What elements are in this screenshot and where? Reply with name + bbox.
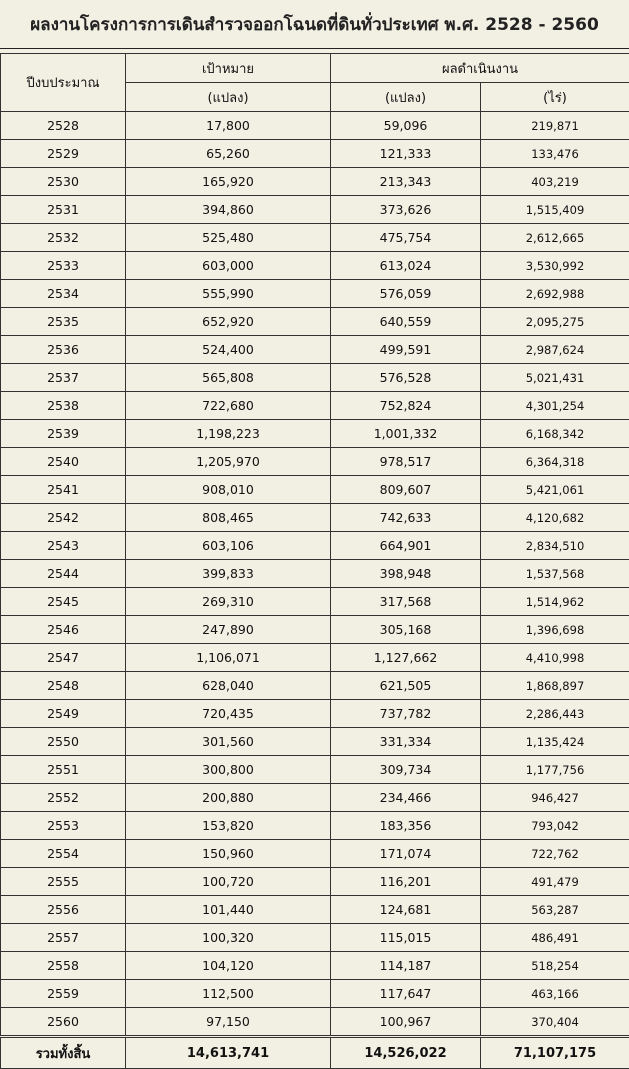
year-cell: 2532 [1, 224, 126, 252]
plots-cell: 499,591 [331, 336, 481, 364]
year-cell: 2557 [1, 924, 126, 952]
rai-cell: 463,166 [481, 980, 629, 1008]
table-row [1, 952, 629, 980]
plots-cell: 121,333 [331, 140, 481, 168]
total-label: รวมทั้งสิ้น [1, 1037, 126, 1069]
header-result: ผลดำเนินงาน [331, 54, 629, 83]
table-row [1, 560, 629, 588]
table-row [1, 448, 629, 476]
year-cell: 2535 [1, 308, 126, 336]
table-row [1, 224, 629, 252]
plots-cell: 317,568 [331, 588, 481, 616]
table-row [1, 896, 629, 924]
plots-cell: 475,754 [331, 224, 481, 252]
plots-cell: 59,096 [331, 112, 481, 140]
table-row [1, 168, 629, 196]
year-cell: 2534 [1, 280, 126, 308]
table-row [1, 336, 629, 364]
year-cell: 2555 [1, 868, 126, 896]
plots-cell: 305,168 [331, 616, 481, 644]
plots-cell: 100,967 [331, 1008, 481, 1037]
plots-cell: 331,334 [331, 728, 481, 756]
target-cell: 200,880 [126, 784, 331, 812]
target-cell: 97,150 [126, 1008, 331, 1037]
plots-cell: 664,901 [331, 532, 481, 560]
year-cell: 2547 [1, 644, 126, 672]
year-cell: 2543 [1, 532, 126, 560]
table-row [1, 140, 629, 168]
plots-cell: 183,356 [331, 812, 481, 840]
plots-cell: 124,681 [331, 896, 481, 924]
plots-cell: 115,015 [331, 924, 481, 952]
table-row [1, 812, 629, 840]
target-cell: 101,440 [126, 896, 331, 924]
rai-cell: 219,871 [481, 112, 629, 140]
year-cell: 2548 [1, 672, 126, 700]
rai-cell: 6,364,318 [481, 448, 629, 476]
year-cell: 2545 [1, 588, 126, 616]
header-target-unit: (แปลง) [126, 83, 331, 112]
year-cell: 2559 [1, 980, 126, 1008]
year-cell: 2556 [1, 896, 126, 924]
rai-cell: 2,834,510 [481, 532, 629, 560]
table-row [1, 644, 629, 672]
plots-cell: 809,607 [331, 476, 481, 504]
table-row [1, 728, 629, 756]
plots-cell: 621,505 [331, 672, 481, 700]
target-cell: 112,500 [126, 980, 331, 1008]
rai-cell: 518,254 [481, 952, 629, 980]
plots-cell: 398,948 [331, 560, 481, 588]
rai-cell: 563,287 [481, 896, 629, 924]
year-cell: 2529 [1, 140, 126, 168]
total-target: 14,613,741 [126, 1037, 331, 1069]
table-row [1, 980, 629, 1008]
rai-cell: 4,120,682 [481, 504, 629, 532]
year-cell: 2554 [1, 840, 126, 868]
total-rai: 71,107,175 [481, 1037, 629, 1069]
rai-cell: 491,479 [481, 868, 629, 896]
year-cell: 2531 [1, 196, 126, 224]
header-result-plots-unit: (แปลง) [331, 83, 481, 112]
rai-cell: 133,476 [481, 140, 629, 168]
target-cell: 399,833 [126, 560, 331, 588]
header-result-rai-unit: (ไร่) [481, 83, 629, 112]
year-cell: 2550 [1, 728, 126, 756]
target-cell: 722,680 [126, 392, 331, 420]
rai-cell: 2,692,988 [481, 280, 629, 308]
plots-cell: 117,647 [331, 980, 481, 1008]
target-cell: 17,800 [126, 112, 331, 140]
header-target: เป้าหมาย [126, 54, 331, 83]
target-cell: 394,860 [126, 196, 331, 224]
rai-cell: 4,410,998 [481, 644, 629, 672]
rai-cell: 403,219 [481, 168, 629, 196]
rai-cell: 1,515,409 [481, 196, 629, 224]
table-row [1, 784, 629, 812]
year-cell: 2533 [1, 252, 126, 280]
header-row-top [1, 54, 629, 83]
plots-cell: 213,343 [331, 168, 481, 196]
target-cell: 100,720 [126, 868, 331, 896]
target-cell: 720,435 [126, 700, 331, 728]
year-cell: 2558 [1, 952, 126, 980]
year-cell: 2551 [1, 756, 126, 784]
rai-cell: 6,168,342 [481, 420, 629, 448]
table-row [1, 868, 629, 896]
plots-cell: 640,559 [331, 308, 481, 336]
rai-cell: 1,868,897 [481, 672, 629, 700]
plots-cell: 613,024 [331, 252, 481, 280]
target-cell: 908,010 [126, 476, 331, 504]
rai-cell: 793,042 [481, 812, 629, 840]
plots-cell: 234,466 [331, 784, 481, 812]
year-cell: 2537 [1, 364, 126, 392]
year-cell: 2544 [1, 560, 126, 588]
rai-cell: 1,514,962 [481, 588, 629, 616]
target-cell: 1,205,970 [126, 448, 331, 476]
page-title: ผลงานโครงการการเดินสำรวจออกโฉนดที่ดินทั่วประเทศ พ.ศ. 2528 - 2560 [0, 0, 629, 49]
plots-cell: 309,734 [331, 756, 481, 784]
table-row [1, 504, 629, 532]
year-cell: 2541 [1, 476, 126, 504]
year-cell: 2553 [1, 812, 126, 840]
plots-cell: 373,626 [331, 196, 481, 224]
rai-cell: 2,286,443 [481, 700, 629, 728]
target-cell: 603,106 [126, 532, 331, 560]
target-cell: 100,320 [126, 924, 331, 952]
table-row [1, 588, 629, 616]
table-row [1, 616, 629, 644]
rai-cell: 2,987,624 [481, 336, 629, 364]
table-row [1, 112, 629, 140]
rai-cell: 3,530,992 [481, 252, 629, 280]
rai-cell: 722,762 [481, 840, 629, 868]
plots-cell: 116,201 [331, 868, 481, 896]
target-cell: 153,820 [126, 812, 331, 840]
target-cell: 269,310 [126, 588, 331, 616]
rai-cell: 1,537,568 [481, 560, 629, 588]
target-cell: 565,808 [126, 364, 331, 392]
target-cell: 1,106,071 [126, 644, 331, 672]
plots-cell: 978,517 [331, 448, 481, 476]
year-cell: 2552 [1, 784, 126, 812]
table-row [1, 252, 629, 280]
table-row [1, 476, 629, 504]
rai-cell: 370,404 [481, 1008, 629, 1037]
rai-cell: 1,135,424 [481, 728, 629, 756]
rai-cell: 1,396,698 [481, 616, 629, 644]
year-cell: 2546 [1, 616, 126, 644]
land-survey-table [0, 53, 629, 1069]
year-cell: 2538 [1, 392, 126, 420]
table-row [1, 420, 629, 448]
target-cell: 525,480 [126, 224, 331, 252]
target-cell: 247,890 [126, 616, 331, 644]
table-row [1, 672, 629, 700]
target-cell: 300,800 [126, 756, 331, 784]
table-row [1, 392, 629, 420]
year-cell: 2530 [1, 168, 126, 196]
year-cell: 2539 [1, 420, 126, 448]
table-row [1, 1008, 629, 1037]
table-row [1, 840, 629, 868]
plots-cell: 114,187 [331, 952, 481, 980]
total-row [1, 1037, 629, 1069]
year-cell: 2540 [1, 448, 126, 476]
table-row [1, 532, 629, 560]
table-row [1, 756, 629, 784]
target-cell: 104,120 [126, 952, 331, 980]
rai-cell: 2,612,665 [481, 224, 629, 252]
plots-cell: 737,782 [331, 700, 481, 728]
target-cell: 1,198,223 [126, 420, 331, 448]
target-cell: 808,465 [126, 504, 331, 532]
plots-cell: 752,824 [331, 392, 481, 420]
year-cell: 2528 [1, 112, 126, 140]
table-body [1, 112, 629, 1037]
table-row [1, 196, 629, 224]
rai-cell: 1,177,756 [481, 756, 629, 784]
year-cell: 2560 [1, 1008, 126, 1037]
rai-cell: 2,095,275 [481, 308, 629, 336]
table-row [1, 364, 629, 392]
header-year: ปีงบประมาณ [1, 54, 126, 112]
total-plots: 14,526,022 [331, 1037, 481, 1069]
year-cell: 2549 [1, 700, 126, 728]
year-cell: 2542 [1, 504, 126, 532]
rai-cell: 946,427 [481, 784, 629, 812]
table-row [1, 308, 629, 336]
target-cell: 524,400 [126, 336, 331, 364]
plots-cell: 1,001,332 [331, 420, 481, 448]
rai-cell: 5,421,061 [481, 476, 629, 504]
target-cell: 65,260 [126, 140, 331, 168]
table-row [1, 700, 629, 728]
plots-cell: 576,528 [331, 364, 481, 392]
target-cell: 652,920 [126, 308, 331, 336]
plots-cell: 171,074 [331, 840, 481, 868]
target-cell: 555,990 [126, 280, 331, 308]
table-row [1, 280, 629, 308]
plots-cell: 1,127,662 [331, 644, 481, 672]
rai-cell: 4,301,254 [481, 392, 629, 420]
target-cell: 150,960 [126, 840, 331, 868]
target-cell: 628,040 [126, 672, 331, 700]
rai-cell: 486,491 [481, 924, 629, 952]
target-cell: 603,000 [126, 252, 331, 280]
plots-cell: 742,633 [331, 504, 481, 532]
year-cell: 2536 [1, 336, 126, 364]
plots-cell: 576,059 [331, 280, 481, 308]
target-cell: 165,920 [126, 168, 331, 196]
rai-cell: 5,021,431 [481, 364, 629, 392]
table-row [1, 924, 629, 952]
target-cell: 301,560 [126, 728, 331, 756]
